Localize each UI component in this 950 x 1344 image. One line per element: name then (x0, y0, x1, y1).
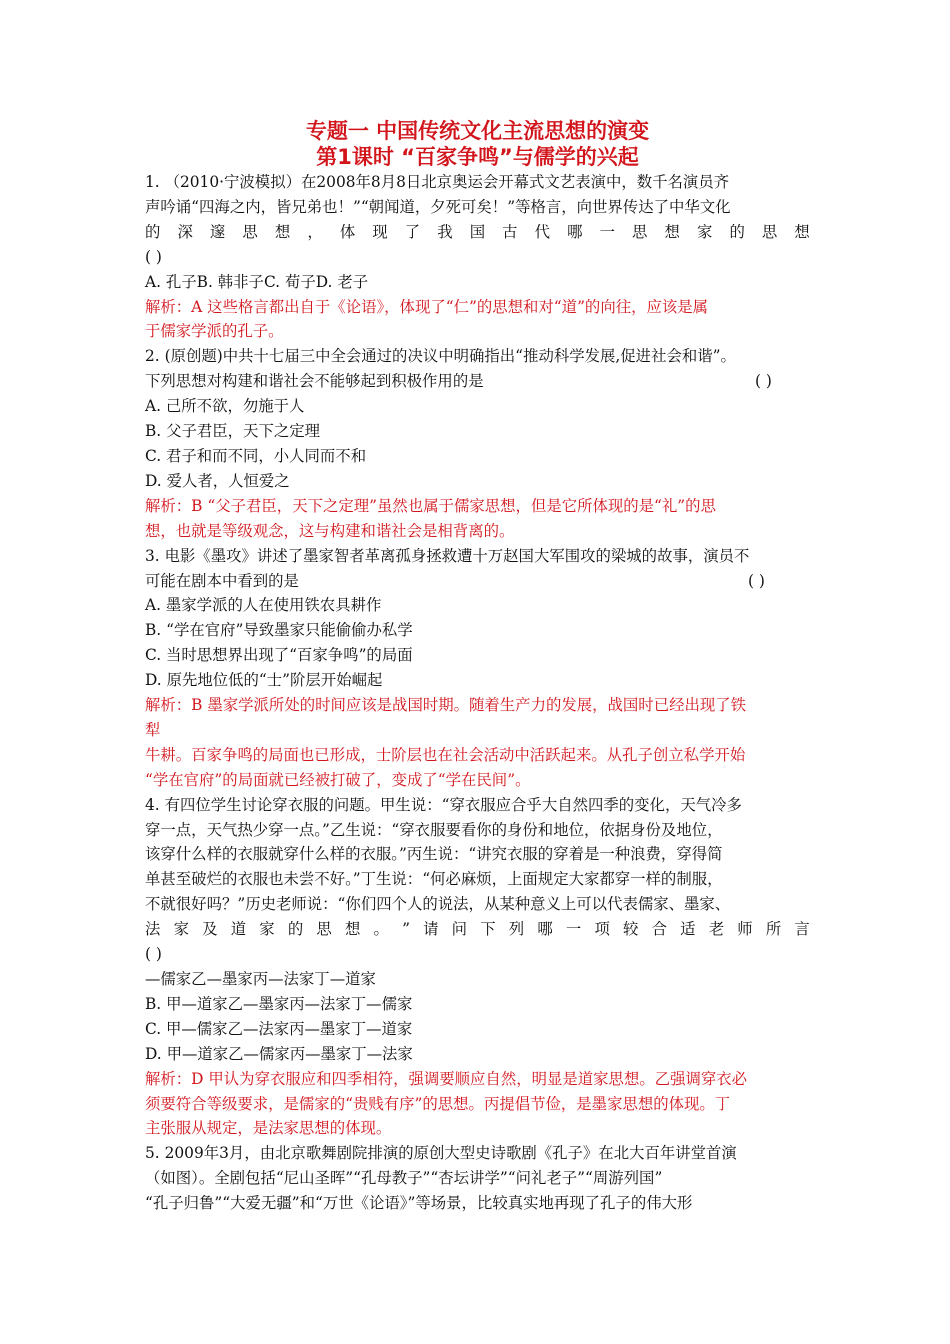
question-1-stem-line-3-char: 我 (437, 222, 453, 241)
question-3-stem-line-1: 3. 电影《墨攻》讲述了墨家智者革离孤身拯救遭十万赵国大军围攻的梁城的故事，演员不 (145, 546, 750, 565)
question-3-analysis-line-1: 解析：B 墨家学派所处的时间应该是战国时期。随着生产力的发展，战国时已经出现了铁 (145, 696, 747, 715)
question-3 (145, 544, 810, 793)
question-4-stem-line-1: 4. 有四位学生讨论穿衣服的问题。甲生说：“穿衣服应合乎大自然四季的变化，天气冷多 (145, 795, 742, 814)
question-1-stem-line-3-char: 家 (696, 222, 713, 241)
question-1-stem-line-3-char: 深 (177, 222, 193, 241)
question-1-stem-line-3-char: 一 (599, 222, 615, 241)
question-3-analysis-line-2: 犁 (145, 720, 161, 739)
question-3-answer-bracket: ( ) (748, 571, 765, 590)
question-4-stem-line-6-char: 想 (344, 920, 361, 939)
question-5 (145, 1141, 810, 1216)
question-4-stem-line-6-char: 合 (651, 920, 667, 939)
lesson-title: 第1课时 “百家争鸣”与儒学的兴起 (316, 145, 639, 169)
question-2-answer-bracket: ( ) (755, 372, 772, 391)
question-3-option-b: B. “学在官府”导致墨家只能偷偷办私学 (145, 621, 413, 640)
question-1-stem-line-3-char: 想 (664, 222, 680, 241)
question-1-stem-line-3 (145, 220, 810, 245)
question-1-stem-line-3-char: 代 (534, 222, 551, 241)
question-2-option-d: D. 爱人者，人恒爱之 (145, 471, 290, 490)
topic-title: 专题一 中国传统文化主流思想的演变 (305, 119, 650, 143)
question-5-stem-line-1: 5. 2009年3月，由北京歌舞剧院排演的原创大型史诗歌剧《孔子》在北大百年讲堂首演 (145, 1144, 737, 1163)
question-1-stem-line-3-char: 了 (404, 222, 421, 241)
question-4-stem-line-4: 单甚至破烂的衣服也未尝不好。”丁生说：“何必麻烦，上面规定大家都穿一样的制服， (145, 870, 723, 889)
question-1-analysis-line-2: 于儒家学派的孔子。 (145, 322, 284, 341)
question-4-stem-line-6-char: 项 (594, 920, 610, 939)
question-3-stem-line-2 (145, 569, 810, 594)
question-4-stem-line-6-char: 言 (794, 920, 810, 939)
question-2-analysis-line-2: 想，也就是等级观念，这与构建和谐社会是相背离的。 (145, 521, 515, 540)
question-1-stem-line-3-char: 邃 (209, 222, 226, 241)
question-5-stem-line-2: （如图）。全剧包括“尼山圣晖”“孔母教子”“杏坛讲学”“问礼老子”“周游列国” (145, 1169, 663, 1188)
question-2-option-c: C. 君子和而不同，小人同而不和 (145, 446, 367, 465)
question-4-option-a: —儒家乙—墨家丙—法家丁—道家 (145, 970, 376, 988)
question-4-stem-line-6-char: ” (402, 920, 410, 939)
question-4-stem-line-6-char: 列 (508, 920, 525, 939)
question-3-analysis-line-4: “学在官府”的局面就已经被打破了，变成了“学在民间”。 (145, 770, 531, 789)
question-1-stem-line-3-char: 古 (502, 222, 518, 241)
question-4-analysis-line-3: 主张服从规定，是法家思想的体现。 (145, 1119, 392, 1138)
question-4-stem-line-6-char: 家 (259, 920, 275, 939)
question-4-stem-line-6-char: 及 (202, 920, 218, 939)
question-2-stem-text: 下列思想对构建和谐社会不能够起到积极作用的是 (145, 372, 484, 391)
question-4-option-d: D. 甲—道家乙—儒家丙—墨家丁—法家 (145, 1044, 413, 1063)
question-1-stem-line-3-char: 现 (372, 222, 388, 241)
question-1-stem-line-2: 声吟诵“四海之内，皆兄弟也！”“朝闻道，夕死可矣！”等格言，向世界传达了中华文化 (145, 197, 731, 216)
question-3-option-c: C. 当时思想界出现了“百家争鸣”的局面 (145, 646, 413, 665)
question-1-answer-bracket: ( ) (145, 247, 162, 266)
question-1-stem-line-3-char: 的 (145, 222, 161, 241)
question-4-answer-bracket: ( ) (145, 945, 162, 964)
question-4-analysis-line-2: 须要符合等级要求，是儒家的“贵贱有序”的思想。丙提倡节俭，是墨家思想的体现。丁 (145, 1094, 731, 1113)
question-4-stem-line-6-char: 老 (708, 920, 725, 939)
question-4-analysis-line-1: 解析：D 甲认为穿衣服应和四季相符，强调要顺应自然，明显是道家思想。乙强调穿衣必 (145, 1069, 748, 1088)
question-1 (145, 170, 810, 344)
question-4-stem-line-6-char: 家 (173, 920, 189, 939)
question-1-stem-line-3-char: 想 (794, 222, 810, 241)
question-4-stem-line-6-char: 请 (423, 920, 439, 939)
question-4-stem-line-6-char: 道 (230, 920, 247, 939)
question-1-stem-line-3-char: 思 (242, 222, 258, 241)
question-2-option-a: A. 己所不欲，勿施于人 (145, 397, 305, 416)
question-3-stem-text: 可能在剧本中看到的是 (145, 571, 299, 590)
question-4-stem-line-6-char: 所 (765, 920, 782, 939)
question-4-stem-line-6-char: 较 (623, 920, 639, 939)
question-1-stem-line-3-char: 思 (761, 222, 778, 241)
question-4-stem-line-6-char: 师 (737, 920, 753, 939)
question-1-stem-line-3-char: 想 (274, 222, 291, 241)
question-2-analysis-line-1: 解析：B “父子君臣，天下之定理”虽然也属于儒家思想，但是它所体现的是“礼”的思 (145, 496, 716, 515)
question-2 (145, 344, 810, 543)
question-3-option-a: A. 墨家学派的人在使用铁农具耕作 (145, 596, 382, 615)
question-1-stem-line-1: 1. （2010·宁波模拟）在2008年8月8日北京奥运会开幕式文艺表演中，数千名演员齐 (145, 173, 730, 191)
question-4-option-c: C. 甲—儒家乙—法家丙—墨家丁—道家 (145, 1019, 413, 1038)
question-1-stem-line-3-char: 国 (469, 222, 486, 241)
question-1-stem-line-3-char: ， (307, 222, 323, 241)
question-3-analysis-line-3: 牛耕。百家争鸣的局面也已形成，士阶层也在社会活动中活跃起来。从孔子创立私学开始 (145, 745, 746, 764)
question-4-stem-line-6-char: 的 (287, 920, 304, 939)
question-4-stem-line-3: 该穿什么样的衣服就穿什么样的衣服。”丙生说：“讲究衣服的穿着是一种浪费，穿得简 (145, 845, 723, 864)
document-page (145, 118, 810, 1216)
question-4-stem-line-6-char: 法 (145, 920, 161, 939)
question-4-stem-line-6-char: 一 (565, 920, 582, 939)
question-4 (145, 793, 810, 1142)
question-4-stem-line-6 (145, 917, 810, 942)
question-1-stem-line-3-char: 哪 (567, 222, 583, 241)
question-4-stem-line-6-char: 适 (680, 920, 696, 939)
question-5-stem-line-3: “孔子归鲁”“大爱无疆”和“万世《论语》”等场景，比较真实地再现了孔子的伟大形 (145, 1194, 693, 1213)
question-4-stem-line-5: 不就很好吗？”历史老师说：“你们四个人的说法，从某种意义上可以代表儒家、墨家、 (145, 895, 731, 914)
question-4-stem-line-6-char: 思 (316, 920, 332, 939)
question-3-option-d: D. 原先地位低的“士”阶层开始崛起 (145, 671, 383, 690)
question-4-stem-line-6-char: 下 (480, 920, 496, 939)
question-1-analysis-line-1: 解析：A 这些格言都出自于《论语》，体现了“仁”的思想和对“道”的向往，应该是属 (145, 297, 709, 316)
question-1-stem-line-3-char: 的 (729, 222, 745, 241)
question-4-stem-line-6-char: 问 (451, 920, 468, 939)
question-2-stem-line-2 (145, 369, 810, 394)
question-4-stem-line-6-char: 哪 (537, 920, 553, 939)
question-1-stem-line-3-char: 思 (632, 222, 648, 241)
question-4-stem-line-2: 穿一点，天气热少穿一点。”乙生说：“穿衣服要看你的身份和地位，依据身份及地位， (145, 820, 723, 839)
question-2-stem-line-1: 2. (原创题)中共十七届三中全会通过的决议中明确指出“推动科学发展,促进社会和谐”。 (145, 347, 736, 366)
question-4-option-b: B. 甲—道家乙—墨家丙—法家丁—儒家 (145, 994, 413, 1013)
question-4-stem-line-6-char: 。 (373, 920, 389, 939)
question-2-option-b: B. 父子君臣，天下之定理 (145, 422, 321, 441)
question-1-options: A. 孔子B. 韩非子C. 荀子D. 老子 (145, 272, 369, 291)
question-1-stem-line-3-char: 体 (339, 222, 356, 241)
